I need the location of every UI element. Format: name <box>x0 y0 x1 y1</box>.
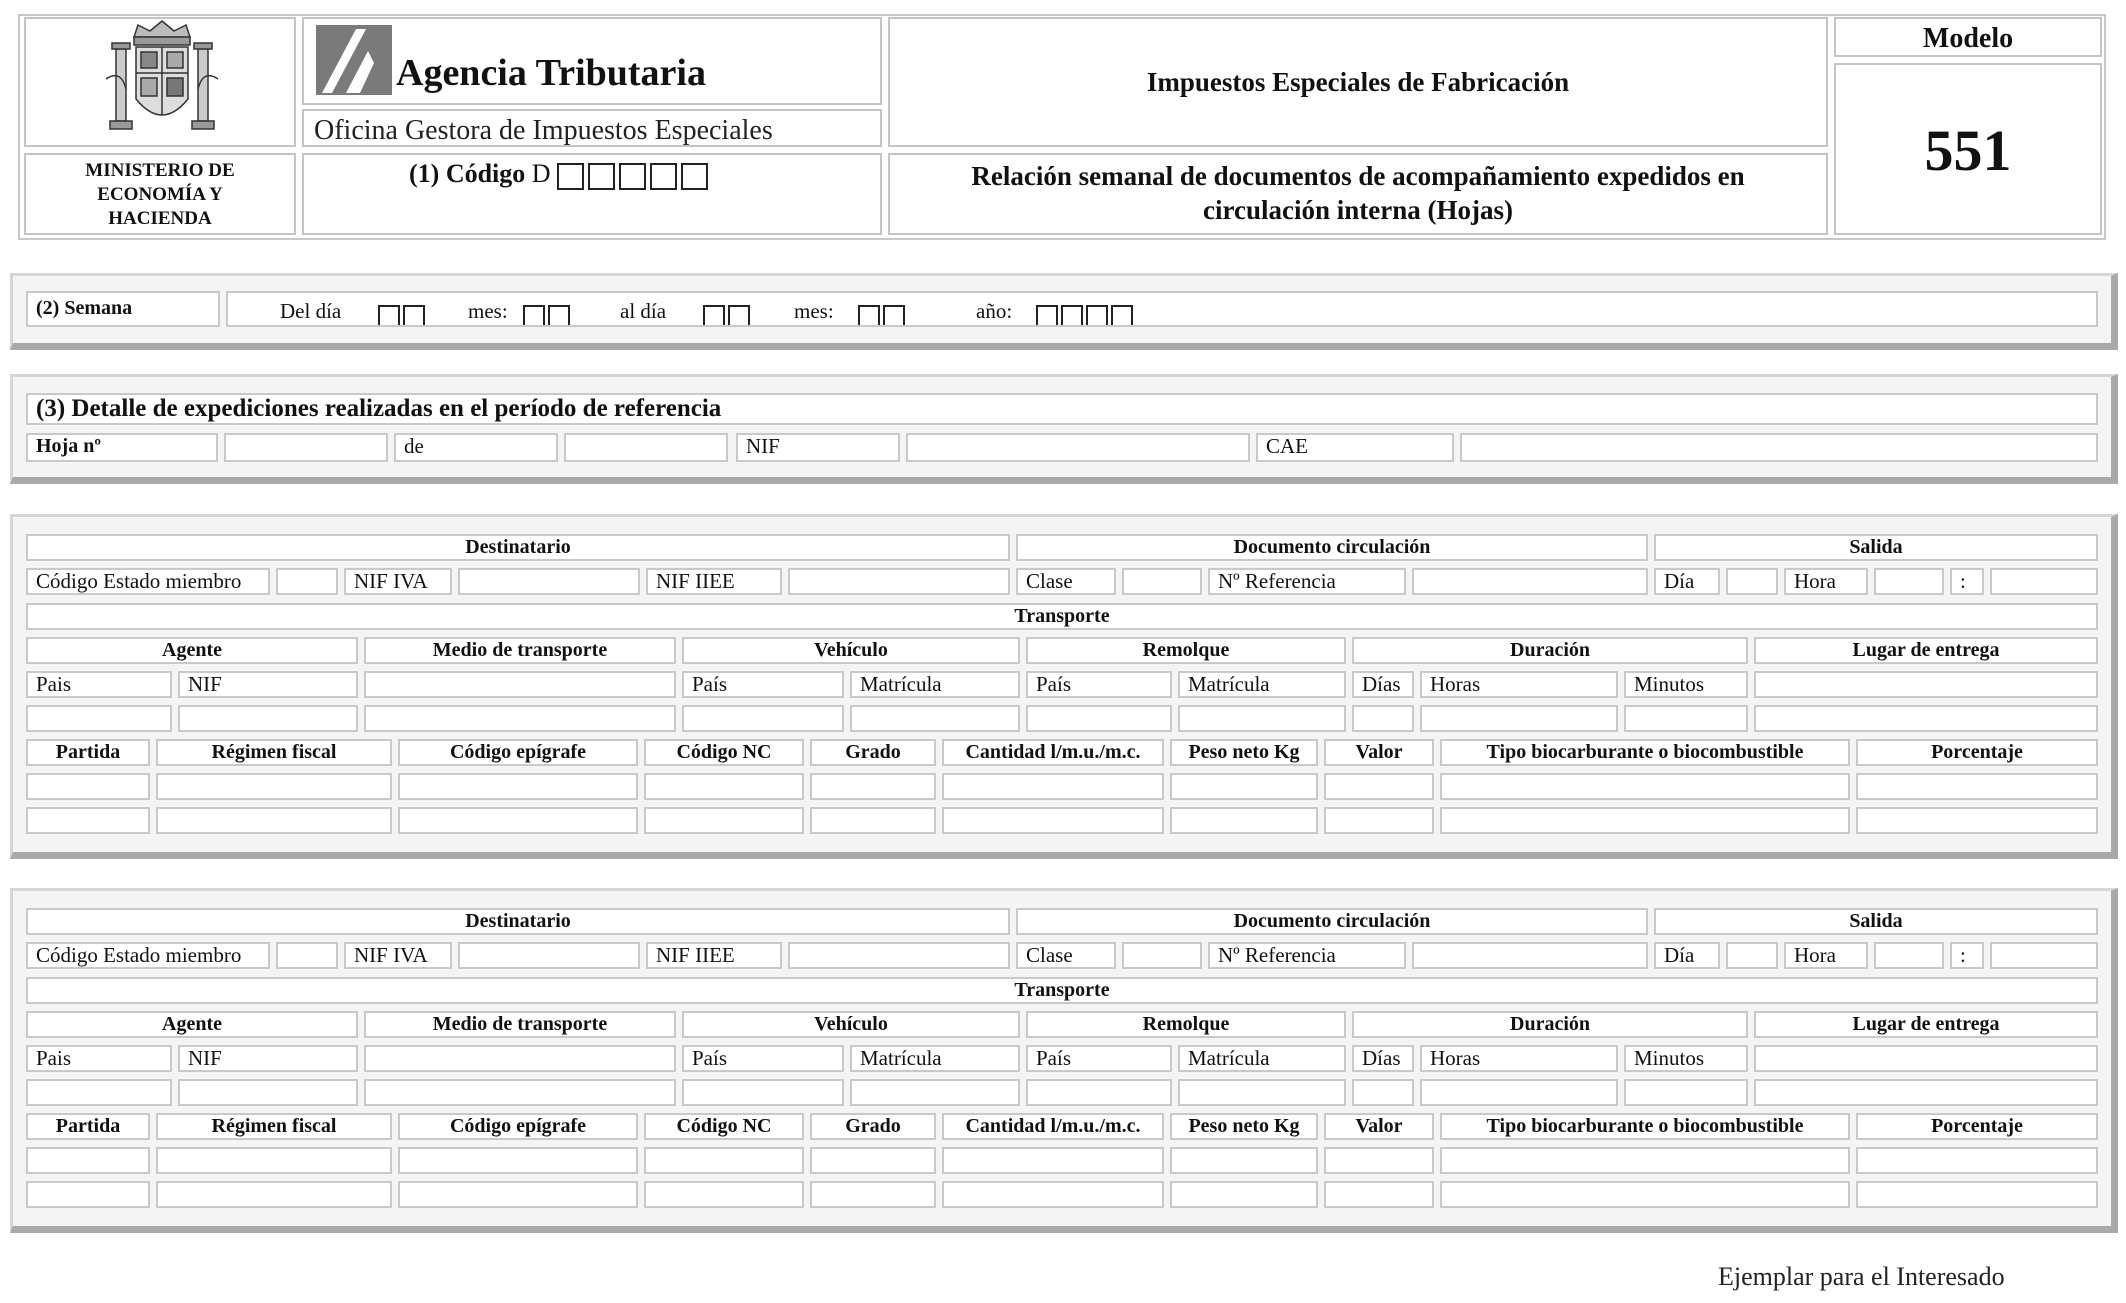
code-cell <box>302 153 882 235</box>
regimen-input[interactable] <box>156 807 392 834</box>
regimen-input[interactable] <box>156 773 392 800</box>
regimen-header: Régimen fiscal <box>156 1113 392 1140</box>
code-box-5[interactable] <box>681 163 708 190</box>
dias-input[interactable] <box>1352 705 1414 732</box>
codigo-estado-label: Código Estado miembro <box>26 942 270 969</box>
code-row <box>409 159 712 190</box>
valor-input[interactable] <box>1324 1147 1434 1174</box>
clase-label: Clase <box>1016 568 1116 595</box>
agente-header: Agente <box>26 637 358 664</box>
salida-header: Salida <box>1654 534 2098 561</box>
al-dia-label: al día <box>620 299 667 323</box>
vehiculo-matricula-input[interactable] <box>850 1079 1020 1106</box>
epigrafe-header: Código epígrafe <box>398 739 638 766</box>
vehiculo-matricula-label: Matrícula <box>850 671 1020 698</box>
partida-input[interactable] <box>26 807 150 834</box>
valor-header: Valor <box>1324 1113 1434 1140</box>
destinatario-header: Destinatario <box>26 534 1010 561</box>
hora-label: Hora <box>1784 568 1868 595</box>
remolque-pais-input[interactable] <box>1026 705 1172 732</box>
agente-nif-label: NIF <box>178 1045 358 1072</box>
nif-label: NIF <box>736 433 900 462</box>
referencia-label: Nº Referencia <box>1208 942 1406 969</box>
regimen-input[interactable] <box>156 1181 392 1208</box>
nif-iva-label: NIF IVA <box>344 942 452 969</box>
detalle-title-field <box>26 393 2098 425</box>
grado-header: Grado <box>810 739 936 766</box>
nc-header: Código NC <box>644 1113 804 1140</box>
mes1-label: mes: <box>468 299 508 323</box>
porcentaje-input[interactable] <box>1856 807 2098 834</box>
cae-label: CAE <box>1256 433 1454 462</box>
de-input[interactable] <box>564 433 728 462</box>
codigo-estado-input[interactable] <box>276 942 338 969</box>
agente-nif-input[interactable] <box>178 1079 358 1106</box>
dia-input[interactable] <box>1726 568 1778 595</box>
detalle-panel <box>10 374 2118 484</box>
model-label: Modelo <box>1922 23 2014 54</box>
coat-of-arms-icon <box>26 19 298 145</box>
model-number: 551 <box>1924 118 2012 183</box>
epigrafe-header: Código epígrafe <box>398 1113 638 1140</box>
code-box-3[interactable] <box>619 163 646 190</box>
remolque-matricula-input[interactable] <box>1178 1079 1346 1106</box>
semana-label-field <box>26 291 220 327</box>
office-cell <box>302 109 882 147</box>
cantidad-input[interactable] <box>942 1181 1164 1208</box>
vehiculo-header: Vehículo <box>682 637 1020 664</box>
referencia-label: Nº Referencia <box>1208 568 1406 595</box>
cantidad-input[interactable] <box>942 1147 1164 1174</box>
documento-header: Documento circulación <box>1016 534 1648 561</box>
valor-input[interactable] <box>1324 1181 1434 1208</box>
duracion-header: Duración <box>1352 637 1748 664</box>
agency-name: Agencia Tributaria <box>396 52 706 94</box>
codigo-estado-label: Código Estado miembro <box>26 568 270 595</box>
remolque-matricula-input[interactable] <box>1178 705 1346 732</box>
agente-pais-label: Pais <box>26 1045 172 1072</box>
nc-input[interactable] <box>644 1181 804 1208</box>
partida-input[interactable] <box>26 773 150 800</box>
dia-label: Día <box>1654 942 1720 969</box>
title-cell <box>888 17 1828 147</box>
epigrafe-input[interactable] <box>398 773 638 800</box>
peso-input[interactable] <box>1170 1181 1318 1208</box>
nif-iiee-label: NIF IIEE <box>646 942 782 969</box>
agente-pais-input[interactable] <box>26 1079 172 1106</box>
coat-of-arms-cell <box>24 17 296 147</box>
hora-colon: : <box>1950 942 1984 969</box>
lugar-input[interactable] <box>1754 705 2098 732</box>
vehiculo-header: Vehículo <box>682 1011 1020 1038</box>
code-box-2[interactable] <box>588 163 615 190</box>
vehiculo-pais-input[interactable] <box>682 1079 844 1106</box>
horas-label: Horas <box>1420 1045 1618 1072</box>
ministry-line-3: HACIENDA <box>108 208 212 229</box>
tipo-bio-input[interactable] <box>1440 773 1850 800</box>
valor-header: Valor <box>1324 739 1434 766</box>
minuto-input[interactable] <box>1990 568 2098 595</box>
subtitle-cell <box>888 153 1828 235</box>
grado-input[interactable] <box>810 1181 936 1208</box>
medio-label-cell <box>364 1045 676 1072</box>
peso-header: Peso neto Kg <box>1170 739 1318 766</box>
porcentaje-input[interactable] <box>1856 773 2098 800</box>
tipo-bio-header: Tipo biocarburante o biocombustible <box>1440 739 1850 766</box>
nc-header: Código NC <box>644 739 804 766</box>
porcentaje-header: Porcentaje <box>1856 1113 2098 1140</box>
mes1-boxes[interactable] <box>523 298 573 327</box>
model-number-cell <box>1834 63 2102 235</box>
semana-label: (2) Semana <box>36 297 133 319</box>
code-prefix: D <box>531 159 551 188</box>
peso-input[interactable] <box>1170 773 1318 800</box>
hora-input[interactable] <box>1874 568 1944 595</box>
agente-nif-input[interactable] <box>178 705 358 732</box>
minutos-input[interactable] <box>1624 1079 1748 1106</box>
minuto-input[interactable] <box>1990 942 2098 969</box>
vehiculo-pais-label: País <box>682 1045 844 1072</box>
transporte-header: Transporte <box>26 603 2098 630</box>
remolque-header: Remolque <box>1026 637 1346 664</box>
anio-boxes[interactable] <box>1036 298 1136 327</box>
clase-label: Clase <box>1016 942 1116 969</box>
porcentaje-input[interactable] <box>1856 1181 2098 1208</box>
porcentaje-input[interactable] <box>1856 1147 2098 1174</box>
tipo-bio-input[interactable] <box>1440 807 1850 834</box>
horas-input[interactable] <box>1420 1079 1618 1106</box>
subtitle-line-2: circulación interna (Hojas) <box>1203 195 1513 225</box>
cantidad-input[interactable] <box>942 807 1164 834</box>
ministry-line-1: MINISTERIO DE <box>85 160 235 181</box>
al-dia-boxes[interactable] <box>703 298 753 327</box>
referencia-input[interactable] <box>1412 568 1648 595</box>
del-dia-label: Del día <box>280 299 342 323</box>
peso-header: Peso neto Kg <box>1170 1113 1318 1140</box>
lugar-label-cell <box>1754 1045 2098 1072</box>
hora-colon: : <box>1950 568 1984 595</box>
tipo-bio-header: Tipo biocarburante o biocombustible <box>1440 1113 1850 1140</box>
nif-iiee-label: NIF IIEE <box>646 568 782 595</box>
nif-iva-label: NIF IVA <box>344 568 452 595</box>
vehiculo-pais-label: País <box>682 671 844 698</box>
detalle-title: (3) Detalle de expediciones realizadas en el período de referencia <box>36 395 722 422</box>
agente-pais-label: Pais <box>26 671 172 698</box>
remolque-pais-input[interactable] <box>1026 1079 1172 1106</box>
horas-input[interactable] <box>1420 705 1618 732</box>
vehiculo-pais-input[interactable] <box>682 705 844 732</box>
remolque-header: Remolque <box>1026 1011 1346 1038</box>
dia-label: Día <box>1654 568 1720 595</box>
dias-label: Días <box>1352 671 1414 698</box>
mes2-boxes[interactable] <box>858 298 908 327</box>
epigrafe-input[interactable] <box>398 1147 638 1174</box>
porcentaje-header: Porcentaje <box>1856 739 2098 766</box>
code-box-1[interactable] <box>557 163 584 190</box>
hora-input[interactable] <box>1874 942 1944 969</box>
semana-dates-field <box>226 291 2098 327</box>
nc-input[interactable] <box>644 773 804 800</box>
transporte-header: Transporte <box>26 977 2098 1004</box>
lugar-input[interactable] <box>1754 1079 2098 1106</box>
dias-input[interactable] <box>1352 1079 1414 1106</box>
partida-input[interactable] <box>26 1181 150 1208</box>
partida-header: Partida <box>26 1113 150 1140</box>
medio-header: Medio de transporte <box>364 1011 676 1038</box>
medio-header: Medio de transporte <box>364 637 676 664</box>
del-dia-boxes[interactable] <box>378 298 428 327</box>
documento-header: Documento circulación <box>1016 908 1648 935</box>
destinatario-header: Destinatario <box>26 908 1010 935</box>
nif-iiee-input[interactable] <box>788 568 1010 595</box>
ministry-line-2: ECONOMÍA Y <box>97 184 223 205</box>
minutos-label: Minutos <box>1624 671 1748 698</box>
remolque-pais-label: País <box>1026 1045 1172 1072</box>
lugar-header: Lugar de entrega <box>1754 637 2098 664</box>
remolque-pais-label: País <box>1026 671 1172 698</box>
agente-header: Agente <box>26 1011 358 1038</box>
peso-input[interactable] <box>1170 1147 1318 1174</box>
medio-input[interactable] <box>364 1079 676 1106</box>
nc-input[interactable] <box>644 1147 804 1174</box>
regimen-header: Régimen fiscal <box>156 739 392 766</box>
nif-input[interactable] <box>906 433 1250 462</box>
epigrafe-input[interactable] <box>398 807 638 834</box>
remolque-matricula-label: Matrícula <box>1178 1045 1346 1072</box>
valor-input[interactable] <box>1324 773 1434 800</box>
grado-input[interactable] <box>810 807 936 834</box>
agency-logo-icon <box>316 25 392 95</box>
grado-input[interactable] <box>810 1147 936 1174</box>
medio-label-cell <box>364 671 676 698</box>
nif-iva-input[interactable] <box>458 942 640 969</box>
cae-input[interactable] <box>1460 433 2098 462</box>
model-label-cell <box>1834 17 2102 57</box>
hoja-input[interactable] <box>224 433 388 462</box>
anio-label: año: <box>976 299 1013 323</box>
lugar-label-cell <box>1754 671 2098 698</box>
nif-iva-input[interactable] <box>458 568 640 595</box>
grado-input[interactable] <box>810 773 936 800</box>
vehiculo-matricula-input[interactable] <box>850 705 1020 732</box>
ministry-cell <box>24 153 296 235</box>
horas-label: Horas <box>1420 671 1618 698</box>
code-box-4[interactable] <box>650 163 677 190</box>
cantidad-header: Cantidad l/m.u./m.c. <box>942 1113 1164 1140</box>
agente-pais-input[interactable] <box>26 705 172 732</box>
clase-input[interactable] <box>1122 568 1202 595</box>
partida-input[interactable] <box>26 1147 150 1174</box>
cantidad-input[interactable] <box>942 773 1164 800</box>
nc-input[interactable] <box>644 807 804 834</box>
copy-label: Ejemplar para el Interesado <box>1718 1262 2005 1291</box>
office-name: Oficina Gestora de Impuestos Especiales <box>314 115 773 146</box>
dia-input[interactable] <box>1726 942 1778 969</box>
subtitle-line-1: Relación semanal de documentos de acompañamiento expedidos en <box>971 161 1745 191</box>
agency-cell <box>302 17 882 105</box>
minutos-label: Minutos <box>1624 1045 1748 1072</box>
partida-header: Partida <box>26 739 150 766</box>
tipo-bio-input[interactable] <box>1440 1147 1850 1174</box>
codigo-estado-input[interactable] <box>276 568 338 595</box>
mes2-label: mes: <box>794 299 834 323</box>
peso-input[interactable] <box>1170 807 1318 834</box>
code-label: (1) Código <box>409 159 526 188</box>
clase-input[interactable] <box>1122 942 1202 969</box>
valor-input[interactable] <box>1324 807 1434 834</box>
regimen-input[interactable] <box>156 1147 392 1174</box>
duracion-header: Duración <box>1352 1011 1748 1038</box>
de-label: de <box>394 433 558 462</box>
dias-label: Días <box>1352 1045 1414 1072</box>
epigrafe-input[interactable] <box>398 1181 638 1208</box>
remolque-matricula-label: Matrícula <box>1178 671 1346 698</box>
salida-header: Salida <box>1654 908 2098 935</box>
grado-header: Grado <box>810 1113 936 1140</box>
cantidad-header: Cantidad l/m.u./m.c. <box>942 739 1164 766</box>
agente-nif-label: NIF <box>178 671 358 698</box>
hora-label: Hora <box>1784 942 1868 969</box>
nif-iiee-input[interactable] <box>788 942 1010 969</box>
vehiculo-matricula-label: Matrícula <box>850 1045 1020 1072</box>
referencia-input[interactable] <box>1412 942 1648 969</box>
tipo-bio-input[interactable] <box>1440 1181 1850 1208</box>
medio-input[interactable] <box>364 705 676 732</box>
lugar-header: Lugar de entrega <box>1754 1011 2098 1038</box>
hoja-label: Hoja nº <box>26 433 218 462</box>
form-title: Impuestos Especiales de Fabricación <box>1146 67 1570 97</box>
minutos-input[interactable] <box>1624 705 1748 732</box>
